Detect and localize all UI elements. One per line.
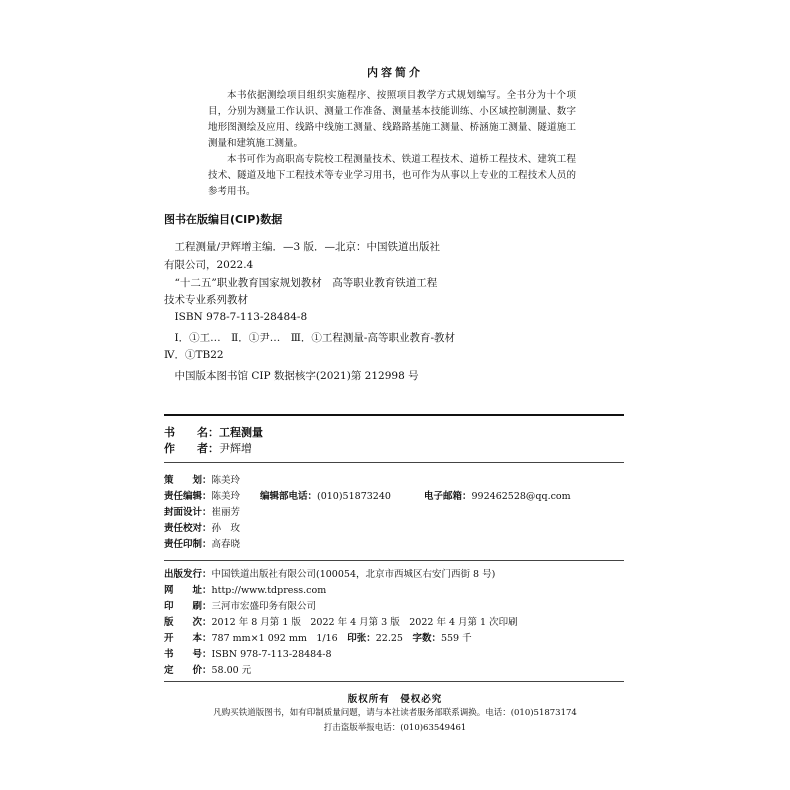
printer-value: 三河市宏盛印务有限公司 <box>211 601 317 612</box>
cip-line: Ⅰ．①工… Ⅱ．①尹… Ⅲ．①工程测量-高等职业教育-教材 <box>174 332 456 344</box>
email-label: 电子邮箱： <box>424 491 472 502</box>
rights-notice: 版权所有 侵权必究 <box>347 694 443 705</box>
price-row <box>164 664 251 677</box>
email-row <box>424 490 571 503</box>
book-title-row <box>164 426 263 440</box>
cip-line: “十二五”职业教育国家规划教材 高等职业教育铁道工程 <box>174 277 438 289</box>
cip-line: 中国版本图书馆 CIP 数据核字(2021)第 212998 号 <box>174 370 419 382</box>
sheets-label: 印张： <box>347 633 376 644</box>
publisher-row <box>164 568 495 581</box>
print-row <box>164 538 240 551</box>
cip-line: 工程测量/尹辉增主编．—3 版．—北京：中国铁道出版社 <box>174 241 441 253</box>
edition-value: 2012 年 8 月第 1 版 2022 年 4 月第 3 版 2022 年 4 月第 1 次印刷 <box>211 617 518 628</box>
printer-row <box>164 600 316 613</box>
planner-value: 陈美玲 <box>211 475 241 486</box>
printer-label: 印 刷： <box>164 601 212 612</box>
email-value: 992462528@qq.com <box>471 491 571 502</box>
editor-value: 陈美玲 <box>211 491 241 502</box>
publisher-value: 中国铁道出版社有限公司(100054，北京市西城区右安门西街 8 号) <box>211 569 496 580</box>
cover-label: 封面设计： <box>164 507 212 518</box>
words-value: 559 千 <box>440 633 472 644</box>
cip-line: 技术专业系列教材 <box>164 294 248 306</box>
format-row <box>164 632 472 645</box>
cip-line: Ⅳ．①TB22 <box>164 349 224 361</box>
print-value: 高春晓 <box>211 539 241 550</box>
cip-line: ISBN 978-7-113-28484-8 <box>174 311 308 323</box>
intro-paragraph: 本书可作为高职高专院校工程测量技术、铁道工程技术、道桥工程技术、建筑工程技术、隧道及地下工程技术等专业学习用书，也可作为从事以上专业的工程技术人员的参考用书。 <box>208 154 576 197</box>
quality-notice: 凡购买铁道版图书，如有印制质量问题，请与本社读者服务部联系调换。电话：(010)51873174 <box>213 708 577 718</box>
price-label: 定 价： <box>164 665 212 676</box>
book-author-row <box>164 442 252 456</box>
format-label: 开 本： <box>164 633 212 644</box>
proof-label: 责任校对： <box>164 523 212 534</box>
words-label: 字数： <box>412 633 441 644</box>
proof-row <box>164 522 240 535</box>
editor-row <box>164 490 240 503</box>
divider <box>164 462 624 463</box>
planner-row <box>164 474 240 487</box>
intro-paragraph: 本书依据测绘项目组织实施程序、按照项目教学方式规划编写。全书分为十个项目，分别为测量工作认识、测量工作准备、测量基本技能训练、小区域控制测量、数字地形图测绘及应用、线路中线施工测量、线路路基施工测量、桥涵施工测量、隧道施工测量和建筑施工测量。 <box>208 90 576 149</box>
intro-title: 内容简介 <box>367 66 423 79</box>
isbn-value: ISBN 978-7-113-28484-8 <box>211 649 332 660</box>
proof-value: 孙 玫 <box>211 523 241 534</box>
sheets-value: 22.25 <box>375 633 413 644</box>
edition-row <box>164 616 518 629</box>
editor-label: 责任编辑： <box>164 491 212 502</box>
edition-label: 版 次： <box>164 617 212 628</box>
publisher-label: 出版发行： <box>164 569 212 580</box>
divider <box>164 681 624 682</box>
phone-value: (010)51873240 <box>317 491 391 502</box>
intro-body <box>208 88 576 200</box>
planner-label: 策 划： <box>164 475 212 486</box>
author-label: 作 者： <box>164 442 219 455</box>
print-label: 责任印制： <box>164 539 212 550</box>
phone-row <box>260 490 391 503</box>
format-value: 787 mm×1 092 mm 1/16 <box>211 633 348 644</box>
price-value: 58.00 元 <box>211 665 252 676</box>
site-label: 网 址： <box>164 585 212 596</box>
book-title-label: 书 名： <box>164 426 219 439</box>
cover-value: 崔丽芳 <box>211 507 241 518</box>
site-row <box>164 584 326 597</box>
author-name: 尹辉增 <box>219 442 252 455</box>
piracy-report: 打击盗版举报电话：(010)63549461 <box>323 723 467 733</box>
cip-heading: 图书在版编目(CIP)数据 <box>164 213 283 226</box>
isbn-label: 书 号： <box>164 649 212 660</box>
isbn-row <box>164 648 332 661</box>
cip-line: 有限公司，2022.4 <box>164 259 254 271</box>
divider <box>164 560 624 561</box>
site-value: http://www.tdpress.com <box>211 585 327 596</box>
cover-row <box>164 506 240 519</box>
divider <box>164 414 624 416</box>
phone-label: 编辑部电话： <box>260 491 318 502</box>
book-title: 工程测量 <box>219 426 263 439</box>
